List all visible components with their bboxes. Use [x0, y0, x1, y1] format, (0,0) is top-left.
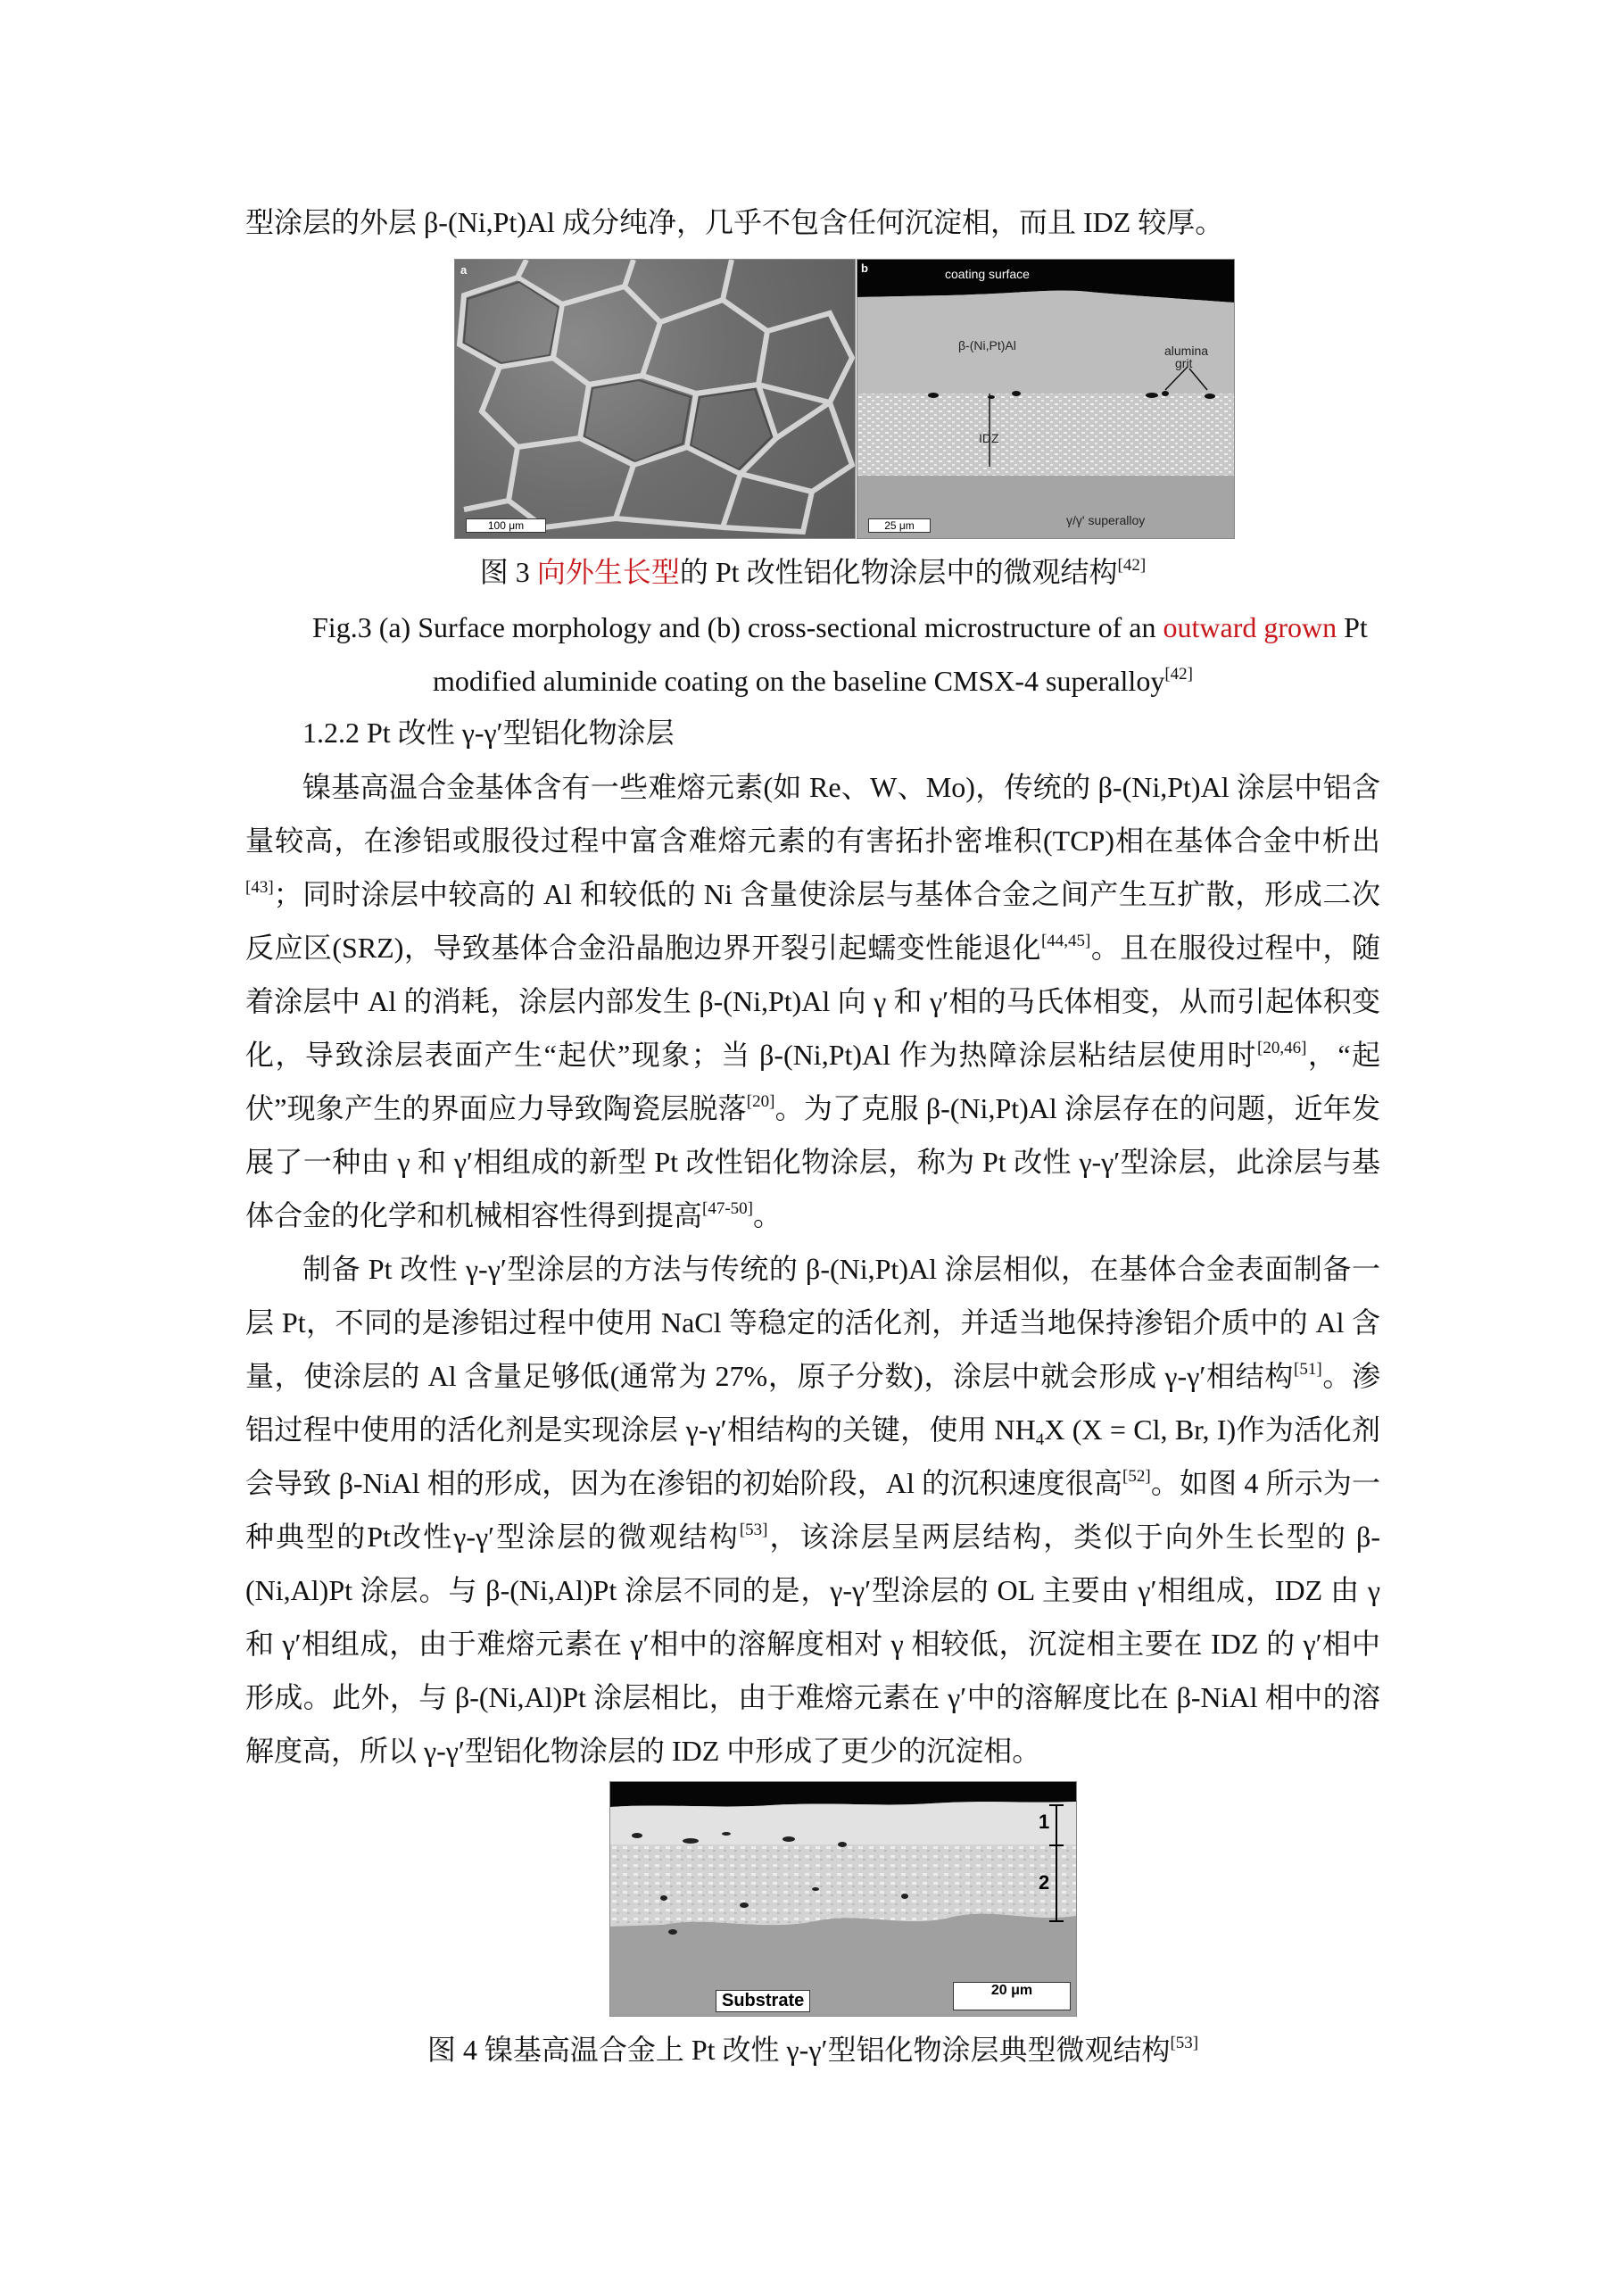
grain-boundary-pattern: [455, 260, 855, 538]
layer-2-label: 2: [1039, 1871, 1050, 1894]
layer-1-label: 1: [1039, 1811, 1050, 1833]
coating-layers: [610, 1782, 1076, 2016]
caption-en-ref: [42]: [1164, 665, 1193, 684]
superalloy-label: γ/γ' superalloy: [1066, 513, 1146, 527]
para2-subscript: 4: [1035, 1430, 1045, 1449]
caption-cn-suffix: 的 Pt 改性铝化物涂层中的微观结构: [679, 556, 1118, 588]
figure-4-caption-ref: [53]: [1170, 2034, 1199, 2052]
scale-bar-4-label: 20 μm: [990, 1983, 1033, 1998]
scale-bar-4: [953, 1982, 1071, 2010]
figure-4-caption-text: 图 4 镍基高温合金上 Pt 改性 γ-γ′型铝化物涂层典型微观结构: [426, 2034, 1171, 2066]
para2-text-4: 。如图 4 所示为一种典型的Pt改性γ-γ′型涂层的微观结构: [245, 1467, 1380, 1553]
para2-text-5: ，该涂层呈两层结构，类似于向外生长型的 β-(Ni,Al)Pt 涂层。与 β-(Ni,Al)Pt 涂层不同的是，γ-γ′型涂层的 OL 主要由 γ′相组成，IDZ 由 γ 和 γ′相组成，由于难熔元素在 γ′相中的溶解度相对 γ 相较低，沉淀相主要在 IDZ 的 γ′相中形成。此外，与 β-(Ni,Al)Pt 涂层相比，由于难熔元素在 γ′中的溶解度比在 β-NiAl 相中的溶解度高，所以 γ-γ′型铝化物涂层的 IDZ 中形成了更少的沉淀相。: [245, 1521, 1380, 1767]
para2-ref-1: [51]: [1294, 1360, 1322, 1379]
caption-cn-prefix: 图 3: [479, 556, 537, 588]
panel-a-label: a: [460, 263, 468, 277]
para1-ref-4: [20]: [746, 1092, 775, 1111]
para2-text-3: X (X = Cl, Br, I)作为活化剂会导致 β-NiAl 相的形成，因为在渗铝的初始阶段，Al 的沉积速度很高: [245, 1413, 1380, 1499]
figure-4-caption: [245, 2032, 1380, 2068]
scale-bar-b-label: 25 μm: [884, 519, 915, 532]
section-heading: 1.2.2 Pt 改性 γ-γ′型铝化物涂层: [302, 717, 675, 749]
substrate-label: Substrate: [716, 1990, 810, 2012]
caption-en-line2-text: modified aluminide coating on the baseline CMSX-4 superalloy: [433, 665, 1165, 697]
alumina-label: alumina: [1164, 344, 1209, 358]
figure-3-caption-cn: [245, 554, 1380, 590]
figure-4-microstructure-image: [609, 1781, 1077, 2017]
para1-ref-2: [44,45]: [1040, 932, 1091, 950]
caption-en-suffix: Pt: [1337, 611, 1368, 643]
para2-ref-2: [52]: [1122, 1467, 1151, 1486]
para2-text-1: 制备 Pt 改性 γ-γ′型涂层的方法与传统的 β-(Ni,Pt)Al 涂层相似，在基体合金表面制备一层 Pt，不同的是渗铝过程中使用 NaCl 等稳定的活化剂，并适当地保持渗铝介质中的 Al 含量，使涂层的 Al 含量足够低(通常为 27%，原子分数)，涂层中就会形成 γ-γ′相结构: [245, 1253, 1380, 1392]
caption-en-prefix: Fig.3 (a) Surface morphology and (b) cross-sectional microstructure of an: [312, 611, 1163, 643]
scale-bar-b: [868, 518, 931, 533]
para2-ref-3: [53]: [739, 1521, 768, 1539]
para2-text-2: 。渗铝过程中使用的活化剂是实现涂层 γ-γ′相结构的关键，使用 NH: [245, 1360, 1380, 1446]
para1-text-1: 镍基高温合金基体含有一些难熔元素(如 Re、W、Mo)，传统的 β-(Ni,Pt)Al 涂层中铝含量较高，在渗铝或服役过程中富含难熔元素的有害拓扑密堆积(TCP)相在基体合金中析出: [245, 771, 1380, 857]
idz-label: IDZ: [979, 431, 999, 445]
scale-bar-a: [466, 518, 546, 533]
paragraph-2: [245, 1242, 1380, 1778]
caption-cn-highlight: 向外生长型: [536, 556, 680, 588]
para1-text-5: 。为了克服 β-(Ni,Pt)Al 涂层存在的问题，近年发展了一种由 γ 和 γ′相组成的新型 Pt 改性铝化物涂层，称为 Pt 改性 γ-γ′型涂层，此涂层与基体合金的化学和机械相容性得到提高: [245, 1092, 1380, 1231]
para1-ref-1: [43]: [245, 878, 274, 897]
para1-ref-3: [20,46]: [1257, 1039, 1307, 1057]
paragraph-1: [245, 760, 1380, 1242]
figure-3-caption-en-line1: [312, 609, 1368, 645]
grit-label: grit: [1175, 356, 1193, 370]
para1-text-6: 。: [753, 1199, 783, 1231]
para1-text-4: ，“起伏”现象产生的界面应力导致陶瓷层脱落: [245, 1039, 1380, 1124]
figure-3b-cross-section-image: [857, 259, 1235, 539]
beta-layer-label: β-(Ni,Pt)Al: [958, 338, 1016, 352]
para1-ref-5: [47-50]: [702, 1199, 753, 1218]
scale-bar-a-label: 100 μm: [487, 519, 525, 532]
coating-surface-label: coating surface: [945, 267, 1030, 281]
cross-section-layers: [857, 260, 1234, 538]
caption-en-highlight: outward grown: [1163, 611, 1337, 643]
caption-cn-ref: [42]: [1117, 556, 1147, 575]
panel-b-label: b: [861, 261, 868, 275]
figure-3a-surface-image: [454, 259, 856, 539]
para1-text-2: ；同时涂层中较高的 Al 和较低的 Ni 含量使涂层与基体合金之间产生互扩散，形成二次反应区(SRZ)，导致基体合金沿晶胞边界开裂引起蠕变性能退化: [245, 878, 1380, 964]
figure-3-caption-en-line2: [245, 663, 1380, 699]
para1-text-3: 。且在服役过程中，随着涂层中 Al 的消耗，涂层内部发生 β-(Ni,Pt)Al 向 γ 和 γ′相的马氏体相变，从而引起体积变化，导致涂层表面产生“起伏”现象；当 β-(Ni,Pt)Al 作为热障涂层粘结层使用时: [245, 932, 1380, 1071]
continuation-line: 型涂层的外层 β-(Ni,Pt)Al 成分纯净，几乎不包含任何沉淀相，而且 IDZ 较厚。: [245, 206, 1224, 238]
